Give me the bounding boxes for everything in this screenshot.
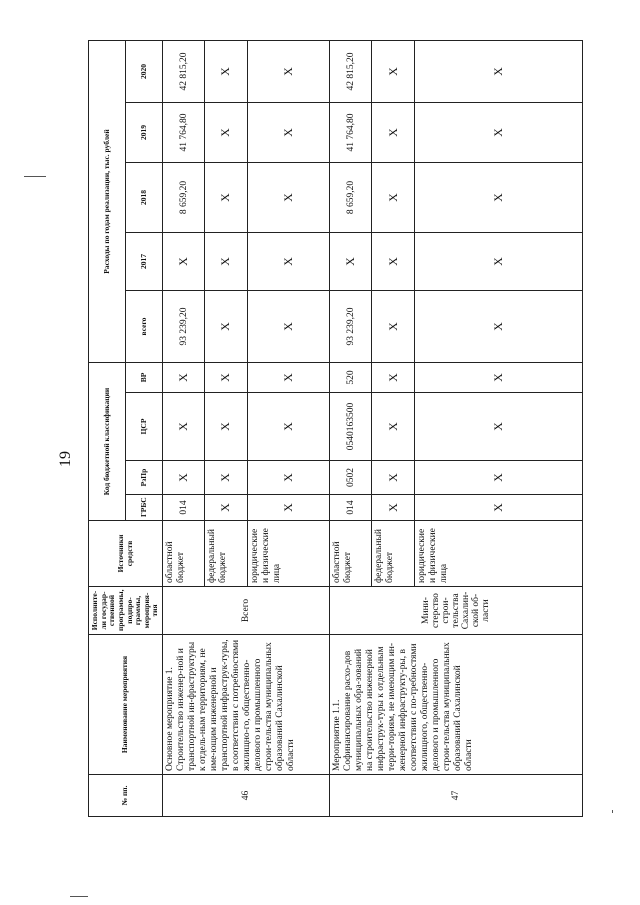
year-2018-cell: Х <box>372 163 414 233</box>
csr-cell: Х <box>372 393 414 461</box>
vr-cell: Х <box>205 363 247 393</box>
source-cell: федеральный бюджет <box>205 521 247 587</box>
activity-name: Мероприятие 1.1. Софинансирование расхо-дов муниципальных обра-зований на строительство инженерной инфраструк-туры к отдельным терри-ториям, не имеющим ин-женерной инфраструкту-ры, в соответствии с по-требностями жилищного, общественно-делового и промышленного строи-тельства муниципальных образований Сахалинской области <box>330 635 583 775</box>
header-name: Наименование мероприятия <box>89 635 163 775</box>
source-cell: юридические и физические лица <box>247 521 329 587</box>
year-2020-cell: Х <box>205 41 247 103</box>
table-row <box>163 41 205 817</box>
total-cell: 93 239,20 <box>163 291 205 363</box>
year-2020-cell: 42 815,20 <box>330 41 372 103</box>
rzpr-cell: Х <box>372 461 414 495</box>
header-total: всего <box>126 291 163 363</box>
row-number: 46 <box>163 775 330 817</box>
year-2017-cell: Х <box>205 233 247 291</box>
year-2019-cell: 41 764,80 <box>330 103 372 163</box>
vr-cell: 520 <box>330 363 372 393</box>
csr-cell: 0540163500 <box>330 393 372 461</box>
year-2018-cell: 8 659,20 <box>163 163 205 233</box>
scan-mark <box>24 176 46 177</box>
header-source: Источники средств <box>89 521 163 587</box>
executor-cell: Всего <box>163 587 330 635</box>
year-2017-cell: Х <box>247 233 329 291</box>
total-cell: Х <box>372 291 414 363</box>
year-2018-cell: Х <box>414 163 582 233</box>
header-year-2018: 2018 <box>126 163 163 233</box>
header-rzpr: РзПр <box>126 461 163 495</box>
total-cell: Х <box>414 291 582 363</box>
year-2019-cell: Х <box>205 103 247 163</box>
scan-mark <box>70 896 88 897</box>
year-2019-cell: Х <box>414 103 582 163</box>
year-2020-cell: Х <box>247 41 329 103</box>
row-number: 47 <box>330 775 583 817</box>
year-2018-cell: 8 659,20 <box>330 163 372 233</box>
grbs-cell: Х <box>247 495 329 521</box>
grbs-cell: Х <box>205 495 247 521</box>
header-year-2019: 2019 <box>126 103 163 163</box>
csr-cell: Х <box>414 393 582 461</box>
vr-cell: Х <box>247 363 329 393</box>
scan-mark <box>612 810 613 813</box>
grbs-cell: 014 <box>163 495 205 521</box>
year-2017-cell: Х <box>163 233 205 291</box>
vr-cell: Х <box>163 363 205 393</box>
total-cell: 93 239,20 <box>330 291 372 363</box>
rzpr-cell: Х <box>414 461 582 495</box>
rzpr-cell: Х <box>247 461 329 495</box>
vr-cell: Х <box>414 363 582 393</box>
year-2020-cell: 42 815,20 <box>163 41 205 103</box>
year-2018-cell: Х <box>205 163 247 233</box>
header-year-2017: 2017 <box>126 233 163 291</box>
header-executor: Исполните-ли государ-ственной программы, подпро-граммы, мероприя-тия <box>89 587 163 635</box>
executor-cell: Мини-стерство строи-тельства Сахалин-ской об-ласти <box>330 587 583 635</box>
header-budget-code: Код бюджетной классификации <box>89 363 126 521</box>
year-2017-cell: Х <box>372 233 414 291</box>
grbs-cell: Х <box>414 495 582 521</box>
year-2017-cell: Х <box>414 233 582 291</box>
year-2020-cell: Х <box>372 41 414 103</box>
csr-cell: Х <box>205 393 247 461</box>
source-cell: федеральный бюджет <box>372 521 414 587</box>
total-cell: Х <box>205 291 247 363</box>
rzpr-cell: 0502 <box>330 461 372 495</box>
rzpr-cell: Х <box>205 461 247 495</box>
year-2019-cell: 41 764,80 <box>163 103 205 163</box>
header-expenses: Расходы по годам реализации, тыс. рублей <box>89 41 126 363</box>
total-cell: Х <box>247 291 329 363</box>
header-grbs: ГРБС <box>126 495 163 521</box>
page-number: 19 <box>57 451 74 467</box>
grbs-cell: Х <box>372 495 414 521</box>
header-vr: ВР <box>126 363 163 393</box>
header-csr: ЦСР <box>126 393 163 461</box>
year-2019-cell: Х <box>372 103 414 163</box>
rzpr-cell: Х <box>163 461 205 495</box>
source-cell: областной бюджет <box>330 521 372 587</box>
header-year-2020: 2020 <box>126 41 163 103</box>
activity-name: Основное мероприятие 1. Строительство инженер-ной и транспортной ин-фраструктуры к отдель-ным территориям, не име-ющим инженерной и транспортной инфраструк-туры, в соответствии с потребностями жилищно-го, общественно-делового и промышленного строи-тельства муниципальных образований Сахалинской области <box>163 635 330 775</box>
vr-cell: Х <box>372 363 414 393</box>
csr-cell: Х <box>247 393 329 461</box>
year-2018-cell: Х <box>247 163 329 233</box>
budget-table <box>88 40 583 817</box>
table-row <box>330 41 372 817</box>
header-num: № пп. <box>89 775 163 817</box>
year-2019-cell: Х <box>247 103 329 163</box>
source-cell: областной бюджет <box>163 521 205 587</box>
grbs-cell: 014 <box>330 495 372 521</box>
csr-cell: Х <box>163 393 205 461</box>
source-cell: юридические и физические лица <box>414 521 582 587</box>
year-2017-cell: Х <box>330 233 372 291</box>
year-2020-cell: Х <box>414 41 582 103</box>
